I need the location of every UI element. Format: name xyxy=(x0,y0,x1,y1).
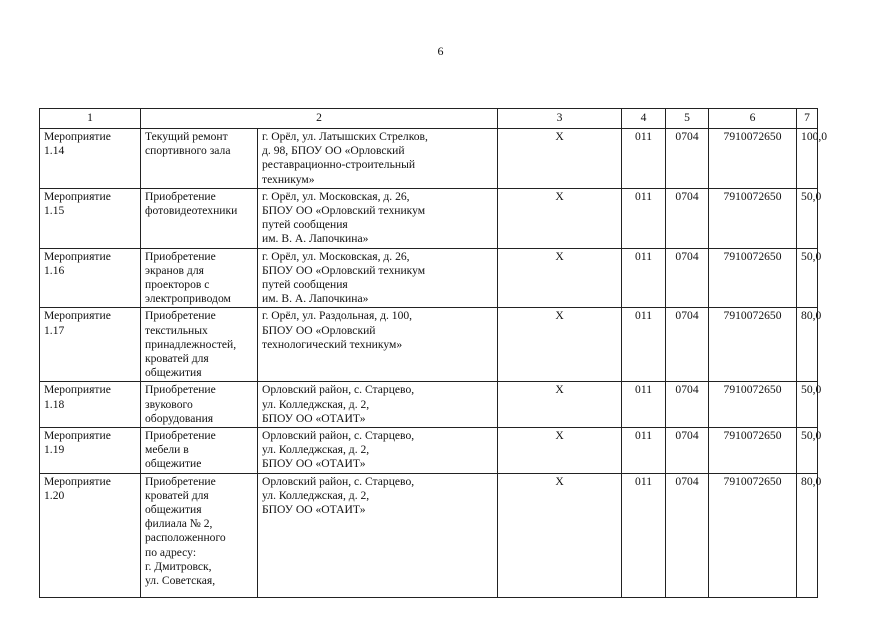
table-row xyxy=(40,473,818,597)
col6-cell: 7910072650 xyxy=(709,248,797,308)
event-cell: Мероприятие 1.14 xyxy=(40,129,141,189)
col5-cell: 0704 xyxy=(666,188,709,248)
description-cell: Приобретение экранов для проекторов с электроприводом xyxy=(141,248,258,308)
description-cell: Текущий ремонт спортивного зала xyxy=(141,129,258,189)
amount-cell: 50,0 xyxy=(797,188,818,248)
table-row xyxy=(40,248,818,308)
col5-cell: 0704 xyxy=(666,428,709,474)
col5-cell: 0704 xyxy=(666,382,709,428)
description-cell: Приобретение мебели в общежитие xyxy=(141,428,258,474)
description-cell: Приобретение кроватей для общежития филиала № 2, расположенного по адресу: г. Дмитровск, ул. Советская, xyxy=(141,473,258,597)
amount-cell: 80,0 xyxy=(797,308,818,382)
col5-cell: 0704 xyxy=(666,473,709,597)
col3-cell: Х xyxy=(498,308,622,382)
event-cell: Мероприятие 1.20 xyxy=(40,473,141,597)
header-cell-3: 3 xyxy=(498,109,622,129)
col4-cell: 011 xyxy=(622,248,666,308)
amount-cell: 50,0 xyxy=(797,248,818,308)
col4-cell: 011 xyxy=(622,382,666,428)
page-number: 6 xyxy=(437,44,444,58)
table-row xyxy=(40,428,818,474)
col6-cell: 7910072650 xyxy=(709,188,797,248)
description-cell: Приобретение текстильных принадлежностей, кроватей для общежития xyxy=(141,308,258,382)
col4-cell: 011 xyxy=(622,129,666,189)
col6-cell: 7910072650 xyxy=(709,129,797,189)
event-cell: Мероприятие 1.18 xyxy=(40,382,141,428)
col6-cell: 7910072650 xyxy=(709,473,797,597)
col6-cell: 7910072650 xyxy=(709,308,797,382)
event-cell: Мероприятие 1.19 xyxy=(40,428,141,474)
col4-cell: 011 xyxy=(622,428,666,474)
header-cell-4: 4 xyxy=(622,109,666,129)
col6-cell: 7910072650 xyxy=(709,382,797,428)
col3-cell: Х xyxy=(498,248,622,308)
header-cell-7: 7 xyxy=(797,109,818,129)
budget-table xyxy=(39,108,828,598)
col6-cell: 7910072650 xyxy=(709,428,797,474)
table-row xyxy=(40,188,818,248)
description-cell: Приобретение звукового оборудования xyxy=(141,382,258,428)
amount-cell: 100,0 xyxy=(797,129,818,189)
col5-cell: 0704 xyxy=(666,248,709,308)
event-cell: Мероприятие 1.15 xyxy=(40,188,141,248)
col4-cell: 011 xyxy=(622,188,666,248)
col3-cell: Х xyxy=(498,382,622,428)
table-row xyxy=(40,129,818,189)
amount-cell: 80,0 xyxy=(797,473,818,597)
header-cell-5: 5 xyxy=(666,109,709,129)
header-cell-6: 6 xyxy=(709,109,797,129)
address-cell: г. Орёл, ул. Латышских Стрелков, д. 98, БПОУ ОО «Орловский реставрационно-строительный техникум» xyxy=(258,129,498,189)
event-cell: Мероприятие 1.16 xyxy=(40,248,141,308)
col5-cell: 0704 xyxy=(666,129,709,189)
header-cell-2: 2 xyxy=(141,109,498,129)
col3-cell: Х xyxy=(498,428,622,474)
address-cell: Орловский район, с. Старцево, ул. Колледжская, д. 2, БПОУ ОО «ОТАИТ» xyxy=(258,473,498,597)
address-cell: г. Орёл, ул. Московская, д. 26, БПОУ ОО «Орловский техникум путей сообщения им. В. А. Лапочкина» xyxy=(258,248,498,308)
col4-cell: 011 xyxy=(622,473,666,597)
table-row xyxy=(40,382,818,428)
header-cell-1: 1 xyxy=(40,109,141,129)
amount-cell: 50,0 xyxy=(797,428,818,474)
col4-cell: 011 xyxy=(622,308,666,382)
address-cell: Орловский район, с. Старцево, ул. Колледжская, д. 2, БПОУ ОО «ОТАИТ» xyxy=(258,382,498,428)
col3-cell: Х xyxy=(498,188,622,248)
col5-cell: 0704 xyxy=(666,308,709,382)
address-cell: г. Орёл, ул. Раздольная, д. 100, БПОУ ОО «Орловский технологический техникум» xyxy=(258,308,498,382)
address-cell: г. Орёл, ул. Московская, д. 26, БПОУ ОО «Орловский техникум путей сообщения им. В. А. Лапочкина» xyxy=(258,188,498,248)
address-cell: Орловский район, с. Старцево, ул. Колледжская, д. 2, БПОУ ОО «ОТАИТ» xyxy=(258,428,498,474)
description-cell: Приобретение фотовидеотехники xyxy=(141,188,258,248)
table-header-row xyxy=(40,109,818,129)
amount-cell: 50,0 xyxy=(797,382,818,428)
col3-cell: Х xyxy=(498,473,622,597)
table-row xyxy=(40,308,818,382)
event-cell: Мероприятие 1.17 xyxy=(40,308,141,382)
col3-cell: Х xyxy=(498,129,622,189)
